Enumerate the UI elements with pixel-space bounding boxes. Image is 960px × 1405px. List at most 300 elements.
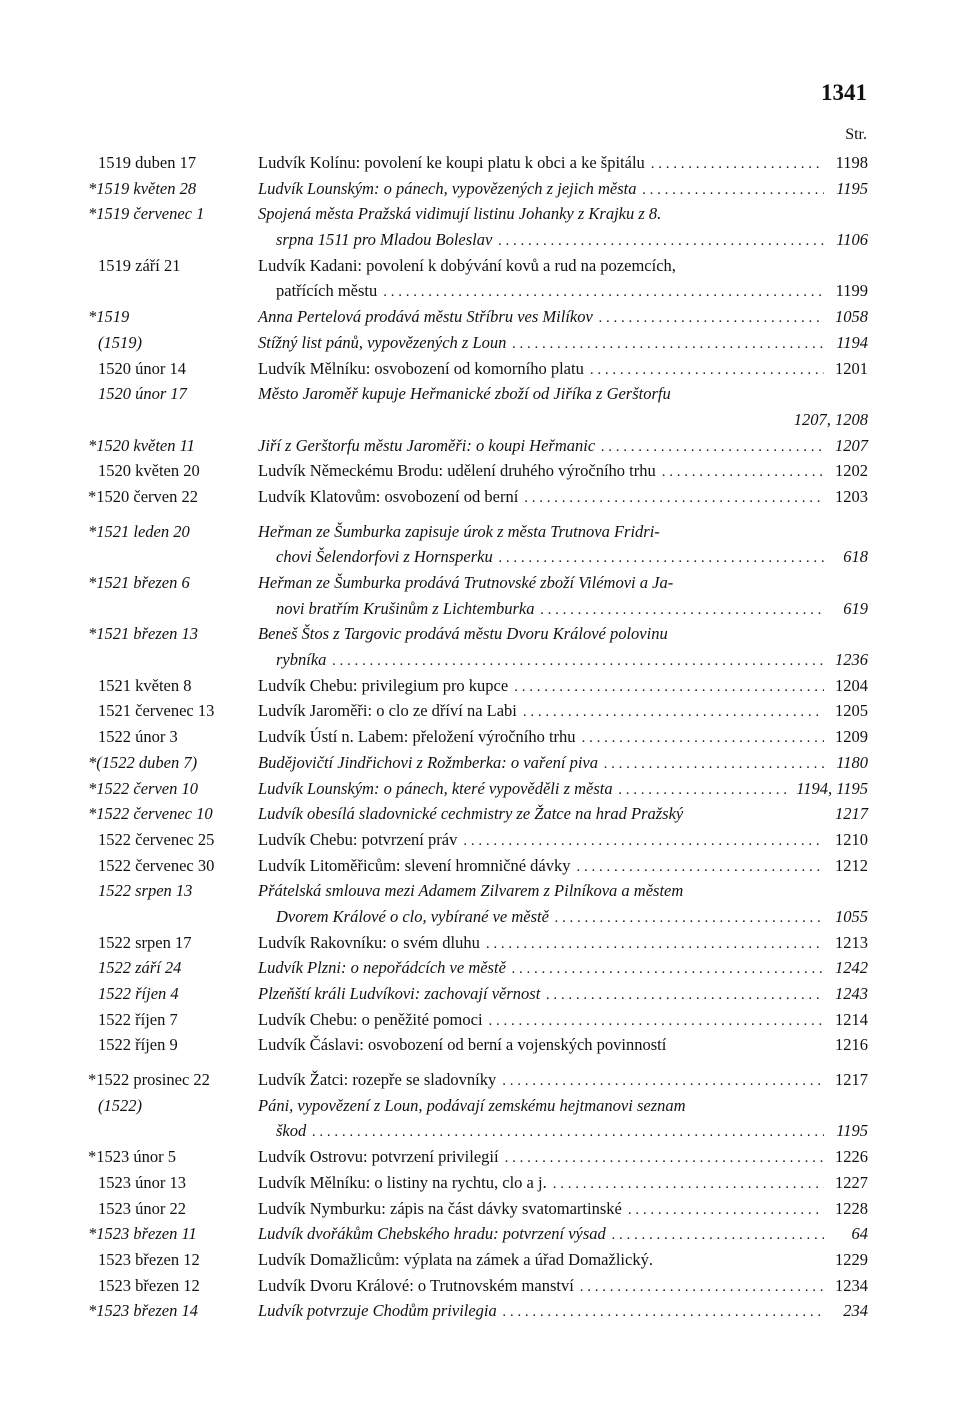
- entry-text-column: [258, 673, 868, 701]
- leader-dots: [590, 358, 824, 384]
- entry-text-column: [258, 698, 868, 726]
- entry-page-number: 1201: [835, 358, 868, 378]
- entry-leader-row: [258, 458, 868, 486]
- entry-date: *1519 květen 28: [88, 178, 197, 198]
- entry-description: Ludvík Žatci: rozepře se sladovníky: [258, 1070, 497, 1090]
- entry-description: Ludvík obesílá sladovnické cechmistry ze Žatce na hrad Pražský: [258, 804, 684, 824]
- entry-page-number: 1205: [835, 701, 868, 721]
- index-entry: [88, 750, 868, 776]
- entry-line: [88, 955, 868, 981]
- leader-dots: [524, 486, 824, 512]
- entry-page-number: 1243: [835, 984, 868, 1003]
- entry-page-number: 1216: [835, 1035, 868, 1055]
- leader-dots: [463, 829, 824, 855]
- entry-leader-row: [258, 673, 868, 701]
- entry-date: *1520 květen 11: [88, 435, 195, 455]
- entry-line: [88, 673, 868, 699]
- entry-text-column: [276, 647, 868, 675]
- index-entry: [88, 253, 868, 304]
- entry-page-number: 1217: [835, 804, 868, 824]
- entry-leader-row: [258, 1273, 868, 1301]
- index-entry: [88, 519, 868, 570]
- entry-page-number: 1213: [835, 932, 868, 952]
- entry-date: *1519 červenec 1: [88, 204, 205, 224]
- leader-dots: [489, 1009, 824, 1035]
- entry-description: Stížný list pánů, vypovězených z Loun: [258, 332, 507, 352]
- entry-page-number: 1228: [835, 1198, 868, 1218]
- entry-description: Budějovičtí Jindřichovi z Rožmberka: o vaření piva: [258, 752, 598, 772]
- entry-page-number: 1198: [835, 153, 868, 172]
- entry-date: 1519 září 21: [98, 255, 181, 275]
- entry-date: 1522 červenec 30: [98, 855, 215, 875]
- entry-text-column: [258, 1007, 868, 1035]
- entry-description: Město Jaroměř kupuje Heřmanické zboží od Jiříka z Gerštorfu: [258, 384, 671, 404]
- entry-text-column: [258, 724, 868, 752]
- entry-line: [88, 1196, 868, 1222]
- entry-page-number: 1214: [835, 1009, 868, 1029]
- index-entry: [88, 1170, 868, 1196]
- entry-text-column: [258, 1032, 868, 1060]
- entry-line: [88, 1032, 868, 1058]
- entry-leader-row: [276, 544, 868, 572]
- leader-dots: [486, 932, 824, 958]
- entry-line: [88, 1247, 868, 1273]
- entry-text-column: [258, 776, 868, 804]
- index-entry: [88, 433, 868, 459]
- entry-date: 1523 březen 12: [98, 1249, 200, 1269]
- entry-page-number: 1199: [835, 281, 868, 301]
- entry-date: *1522 prosinec 22: [88, 1070, 210, 1090]
- leader-dots: [523, 700, 824, 726]
- entry-text-column: [258, 458, 868, 486]
- entry-page-number: 1207: [835, 435, 868, 455]
- entry-line: [88, 801, 868, 827]
- leader-dots: [619, 778, 791, 804]
- entry-date: *1523 březen 11: [88, 1224, 197, 1244]
- entry-description: Ludvík Chebu: privilegium pro kupce: [258, 675, 509, 695]
- entry-leader-row: [258, 1170, 868, 1198]
- leader-dots: [601, 435, 824, 461]
- leader-dots: [582, 726, 824, 752]
- entry-description: Beneš Štos z Targovic prodává městu Dvoru Králové polovinu: [258, 624, 668, 644]
- entry-page-number: 1202: [835, 461, 868, 481]
- entry-text-column: [258, 1221, 868, 1249]
- entry-text-column: [276, 278, 868, 306]
- entry-text-column: [258, 1247, 868, 1275]
- leader-dots: [599, 306, 824, 332]
- entry-leader-row: [258, 1298, 868, 1326]
- leader-dots: [502, 1069, 824, 1095]
- entry-page-number: 1212: [835, 855, 868, 875]
- entry-text-column: [258, 304, 868, 332]
- entry-date: 1520 květen 20: [98, 461, 200, 481]
- leader-dots: [514, 675, 824, 701]
- entry-text-column: [258, 201, 868, 227]
- entry-date: *1519: [88, 307, 130, 327]
- entry-page-number: 1227: [835, 1172, 868, 1192]
- entry-text-column: [258, 621, 868, 647]
- entry-text-column: [258, 1170, 868, 1198]
- entry-page-number: 1194: [836, 332, 868, 352]
- entry-description: Heřman ze Šumburka prodává Trutnovské zboží Vilémovi a Ja-: [258, 573, 674, 592]
- leader-dots: [312, 1120, 824, 1146]
- entry-description: Anna Pertelová prodává městu Stříbru ves Milíkov: [258, 307, 593, 327]
- entry-leader-row: [258, 776, 868, 804]
- entry-line: [88, 519, 868, 545]
- entry-text-column: [258, 878, 868, 904]
- entry-text-column: [258, 356, 868, 384]
- entry-page-number: 1203: [835, 486, 868, 506]
- entry-page-number: 1194, 1195: [796, 778, 868, 798]
- entry-text-column: [258, 433, 868, 461]
- entry-leader-row: [258, 1196, 868, 1224]
- index-entry: [88, 827, 868, 853]
- entry-line: [88, 878, 868, 904]
- entry-page-number: 618: [843, 547, 868, 567]
- index-entry: [88, 381, 868, 432]
- leader-dots: [541, 598, 824, 624]
- entry-leader-row: [258, 150, 868, 178]
- entry-line: [88, 304, 868, 330]
- entry-date: *1522 červenec 10: [88, 804, 213, 824]
- leader-dots: [553, 1172, 824, 1198]
- entry-line: [88, 278, 868, 304]
- entry-date: 1523 únor 13: [98, 1172, 186, 1192]
- entry-page-number: 1210: [835, 829, 868, 849]
- entry-line: [88, 647, 868, 673]
- index-entry: [88, 356, 868, 382]
- entry-date: 1520 únor 14: [98, 358, 186, 378]
- leader-dots: [332, 649, 824, 675]
- leader-dots: [546, 983, 824, 1009]
- entry-page-number: 1055: [835, 906, 868, 926]
- entry-page-number: 1195: [836, 1121, 868, 1141]
- index-entry: [88, 1221, 868, 1247]
- entry-text-column: [258, 1196, 868, 1224]
- entry-date: 1522 červenec 25: [98, 829, 215, 849]
- entry-line: [88, 227, 868, 253]
- index-entry: [88, 304, 868, 330]
- entry-leader-row: [276, 904, 868, 932]
- entry-text-column: [258, 484, 868, 512]
- entry-leader-row: [258, 853, 868, 881]
- entry-leader-row: [258, 304, 868, 332]
- entry-line: [88, 433, 868, 459]
- entry-line: [88, 176, 868, 202]
- entry-description: Ludvík Mělníku: osvobození od komorního platu: [258, 358, 584, 378]
- page-number: 1341: [821, 80, 867, 105]
- entry-text-column: [258, 1067, 868, 1095]
- entry-leader-row: [276, 278, 868, 306]
- index-entry: [88, 1032, 868, 1058]
- entry-text-column: [258, 1144, 868, 1172]
- entry-description: Ludvík Lounským: o pánech, vypovězených z jejich města: [258, 178, 637, 198]
- entry-page-number: 1209: [835, 727, 868, 747]
- entry-leader-row: [258, 750, 868, 778]
- leader-dots: [512, 332, 824, 358]
- entry-line: [88, 407, 868, 433]
- entry-date: 1522 říjen 4: [98, 984, 179, 1003]
- entry-text-column: [258, 330, 868, 358]
- entry-text-column: [276, 1118, 868, 1146]
- entry-leader-row: [258, 176, 868, 204]
- leader-dots: [662, 460, 824, 486]
- entry-page-number: 1058: [835, 307, 868, 327]
- entry-description: škod: [276, 1121, 307, 1141]
- entry-leader-row: [258, 330, 868, 358]
- entry-description: chovi Šelendorfovi z Hornsperku: [276, 547, 493, 567]
- entry-description: srpna 1511 pro Mladou Boleslav: [276, 230, 493, 250]
- entry-date: *1523 únor 5: [88, 1147, 176, 1167]
- index-entry: [88, 1007, 868, 1033]
- entry-date: 1523 únor 22: [98, 1198, 186, 1218]
- index-entry: [88, 1067, 868, 1093]
- index-entry: [88, 776, 868, 802]
- index-entry: [88, 1247, 868, 1273]
- entry-description: Přátelská smlouva mezi Adamem Zilvarem z Pilníkova a městem: [258, 881, 684, 901]
- entry-leader-row: [258, 698, 868, 726]
- entry-description: Ludvík Kadani: povolení k dobývání kovů a rud na pozemcích,: [258, 255, 676, 275]
- entry-text-column: [258, 1273, 868, 1301]
- entry-date: *1520 červen 22: [88, 486, 198, 506]
- index-entry: [88, 570, 868, 621]
- entry-description: Ludvík Chebu: o peněžité pomoci: [258, 1009, 483, 1029]
- entry-line: [88, 1144, 868, 1170]
- entry-description: Dvorem Králové o clo, vybírané ve městě: [276, 906, 549, 926]
- entry-page-number: 1234: [835, 1275, 868, 1295]
- index-entry: [88, 1298, 868, 1324]
- entry-line: [88, 981, 868, 1007]
- entry-description: patřících městu: [276, 281, 378, 301]
- index-entry: [88, 330, 868, 356]
- index-entry: [88, 724, 868, 750]
- entry-date: (1522): [98, 1095, 142, 1115]
- index-entry: [88, 621, 868, 672]
- entry-date: *(1522 duben 7): [88, 752, 198, 772]
- entry-line: [88, 827, 868, 853]
- entry-date: *1521 leden 20: [88, 521, 190, 541]
- index-entry: [88, 150, 868, 176]
- entry-description: Heřman ze Šumburka zapisuje úrok z města Trutnova Fridri-: [258, 521, 660, 541]
- entry-text-column: [258, 570, 868, 596]
- entry-description: Ludvík Čáslavi: osvobození od berní a vojenských povinností: [258, 1035, 667, 1055]
- entry-description: Ludvík Domažlicům: výplata na zámek a úřad Domažlický.: [258, 1249, 653, 1269]
- entry-text-column: [258, 801, 868, 829]
- entry-date: 1521 květen 8: [98, 675, 192, 695]
- entry-line: [88, 1298, 868, 1324]
- leader-dots: [512, 957, 824, 983]
- entry-leader-row: [276, 1118, 868, 1146]
- entry-leader-row: [258, 981, 868, 1009]
- entry-description: Ludvík dvořákům Chebského hradu: potvrzení výsad: [258, 1224, 606, 1244]
- entry-leader-row: [276, 596, 868, 624]
- entry-description: Ludvík Rakovníku: o svém dluhu: [258, 932, 480, 952]
- entry-line: [88, 724, 868, 750]
- entry-description: Ludvík Mělníku: o listiny na rychtu, clo a j.: [258, 1172, 547, 1192]
- entry-description: Páni, vypovězení z Loun, podávají zemskému hejtmanovi seznam: [258, 1095, 686, 1115]
- entry-line: [88, 458, 868, 484]
- entry-line: [88, 330, 868, 356]
- entry-description: novi bratřím Krušinům z Lichtemburka: [276, 598, 535, 618]
- entry-line: [88, 596, 868, 622]
- entry-text-column: [258, 1298, 868, 1326]
- entry-text-column: [258, 176, 868, 204]
- entry-date: 1522 říjen 7: [98, 1009, 178, 1029]
- leader-dots: [580, 1275, 824, 1301]
- leader-dots: [555, 906, 824, 932]
- entry-text-column: [258, 253, 868, 279]
- entry-date: *1523 březen 14: [88, 1301, 198, 1321]
- entry-leader-row: [258, 801, 868, 829]
- entry-description: Ludvík Německému Brodu: udělení druhého výročního trhu: [258, 461, 656, 481]
- leader-dots: [383, 280, 824, 306]
- entry-description: Ludvík Lounským: o pánech, které vypověděli z města: [258, 778, 613, 798]
- entry-line: [88, 201, 868, 227]
- entry-line: [88, 776, 868, 802]
- entry-description: Spojená města Pražská vidimují listinu Johanky z Krajku z 8.: [258, 204, 662, 224]
- entry-text-column: [276, 227, 868, 255]
- index-entry: [88, 201, 868, 252]
- entry-leader-row: [258, 1007, 868, 1035]
- entry-leader-row: [258, 724, 868, 752]
- entry-date: 1521 červenec 13: [98, 701, 215, 721]
- entry-description: Ludvík Kolínu: povolení ke koupi platu k obci a ke špitálu: [258, 153, 645, 172]
- entry-line: [88, 381, 868, 407]
- index-entry: [88, 1273, 868, 1299]
- index-entry: [88, 458, 868, 484]
- entry-line: [88, 484, 868, 510]
- leader-dots: [505, 1146, 824, 1172]
- entry-description: Ludvík Jaroměři: o clo ze dříví na Labi: [258, 701, 517, 721]
- entry-leader-row: [258, 930, 868, 958]
- leader-dots: [651, 152, 824, 178]
- entry-description: Ludvík Litoměřicům: slevení hromničné dávky: [258, 855, 571, 875]
- entry-description: Ludvík Ústí n. Labem: přeložení výročního trhu: [258, 727, 576, 747]
- index-entry: [88, 878, 868, 929]
- entry-date: 1522 únor 3: [98, 727, 178, 747]
- index-entry: [88, 1144, 868, 1170]
- entry-page-number: 1217: [835, 1070, 868, 1090]
- entry-line: [88, 930, 868, 956]
- index-entry: [88, 981, 868, 1007]
- entry-text-column: [258, 827, 868, 855]
- entry-line: [88, 698, 868, 724]
- entry-line: [88, 1118, 868, 1144]
- entry-date: *1521 březen 6: [88, 573, 190, 592]
- entry-page-number: 1226: [835, 1147, 868, 1167]
- entry-line: [88, 1273, 868, 1299]
- entry-date: 1520 únor 17: [98, 384, 187, 404]
- entry-line: [88, 621, 868, 647]
- entry-description: Ludvík Klatovům: osvobození od berní: [258, 486, 519, 506]
- index-entry: [88, 853, 868, 879]
- entry-line: [88, 150, 868, 176]
- entry-page-number: 1229: [835, 1249, 868, 1269]
- entry-leader-row: [276, 647, 868, 675]
- entry-page-number: 1207, 1208: [793, 409, 868, 429]
- leader-dots: [499, 546, 824, 572]
- entry-description: Plzeňští králi Ludvíkovi: zachovají věrnost: [258, 984, 541, 1003]
- entry-date: *1522 červen 10: [88, 778, 198, 798]
- index-entry: [88, 698, 868, 724]
- entry-line: [88, 1067, 868, 1093]
- leader-dots: [498, 229, 824, 255]
- entry-page-number: 1236: [835, 650, 868, 670]
- entry-line: [88, 570, 868, 596]
- leader-dots: [604, 752, 824, 778]
- entry-leader-row: [258, 1032, 868, 1060]
- entry-date: 1522 září 24: [98, 958, 182, 978]
- leader-dots: [503, 1300, 824, 1326]
- entry-line: [88, 544, 868, 570]
- entry-description: Ludvík Dvoru Králové: o Trutnovském manství: [258, 1275, 574, 1295]
- entry-leader-row: [258, 484, 868, 512]
- entry-leader-row: [258, 1247, 868, 1275]
- index-entry: [88, 673, 868, 699]
- entry-page-number: 1106: [836, 230, 868, 250]
- entry-date: 1519 duben 17: [98, 153, 197, 172]
- entry-description: Ludvík Nymburku: zápis na část dávky svatomartinské: [258, 1198, 622, 1218]
- entry-page-number: 1204: [835, 675, 868, 695]
- entry-line: [88, 356, 868, 382]
- entry-date: 1522 srpen 17: [98, 932, 192, 952]
- entry-page-number: 64: [851, 1224, 868, 1244]
- entry-line: [88, 904, 868, 930]
- entry-leader-row: [258, 1067, 868, 1095]
- entry-text-column: [258, 1093, 868, 1119]
- entry-description: Jiří z Gerštorfu městu Jaroměři: o koupi Heřmanic: [258, 435, 596, 455]
- index-entry: [88, 176, 868, 202]
- entry-text-column: [258, 150, 868, 178]
- entry-text-column: [276, 904, 868, 932]
- entry-line: [88, 1221, 868, 1247]
- leader-dots: [642, 178, 824, 204]
- entry-text-column: [276, 544, 868, 572]
- entry-page-number: 1195: [836, 178, 868, 198]
- entry-leader-row: [258, 433, 868, 461]
- entry-leader-row: [258, 1221, 868, 1249]
- entry-description: Ludvík Ostrovu: potvrzení privilegií: [258, 1147, 499, 1167]
- entry-date: 1522 říjen 9: [98, 1035, 178, 1055]
- entry-date: *1521 březen 13: [88, 624, 198, 644]
- leader-dots: [577, 855, 824, 881]
- entry-line: [88, 1170, 868, 1196]
- entry-line: [88, 750, 868, 776]
- entry-text-column: [258, 381, 868, 407]
- entry-page-number: 1180: [836, 752, 868, 772]
- leader-dots: [612, 1223, 824, 1249]
- entry-description: Ludvík Chebu: potvrzení práv: [258, 829, 458, 849]
- entry-date: 1522 srpen 13: [98, 881, 193, 901]
- entry-date: 1523 březen 12: [98, 1275, 200, 1295]
- entry-page-number: 619: [843, 598, 868, 618]
- entry-line: [88, 1093, 868, 1119]
- index-entry: [88, 484, 868, 510]
- entry-leader-row: [258, 1144, 868, 1172]
- index-entry: [88, 930, 868, 956]
- index-entry-list: [88, 150, 868, 1324]
- entry-page-number: 1242: [835, 958, 868, 978]
- entry-line: [88, 1007, 868, 1033]
- entry-text-column: [258, 955, 868, 983]
- entry-text-column: [258, 853, 868, 881]
- index-entry: [88, 801, 868, 827]
- index-entry: [88, 1093, 868, 1144]
- entry-text-column: [258, 930, 868, 958]
- page-column-header: Str.: [845, 126, 867, 143]
- entry-text-column: [258, 981, 868, 1009]
- entry-leader-row: [258, 827, 868, 855]
